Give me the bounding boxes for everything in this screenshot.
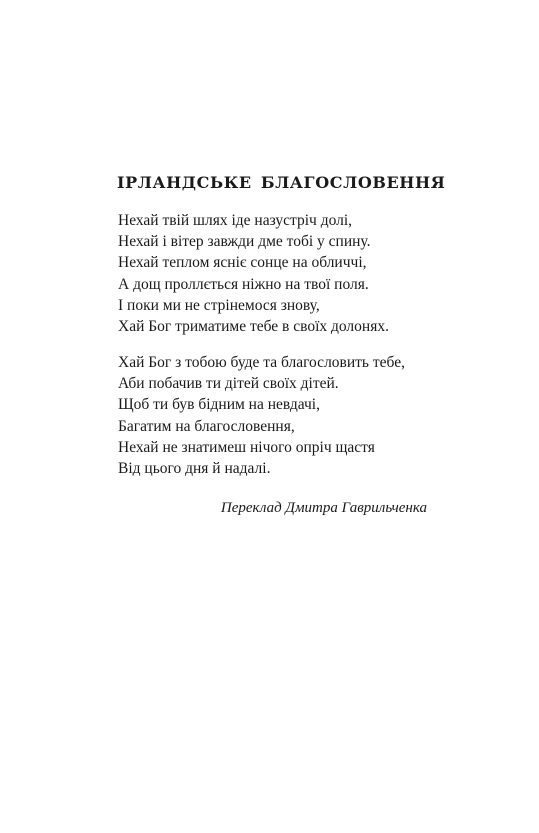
stanza-1 <box>118 210 389 337</box>
poem-line: Нехай і вітер завжди дме тобі у спину. <box>118 233 371 251</box>
poem-line: Нехай теплом яснiє сонце на обличчі, <box>118 254 367 272</box>
poem-line: Хай Бог триматиме тебе в своїх долонях. <box>118 318 389 336</box>
poem-line: Нехай не знатимеш нічого опріч щастя <box>118 438 375 456</box>
poem-line: Аби побачив ти дітей своїх дітей. <box>118 375 339 393</box>
poem-line: Щоб ти був бідним на невдачі, <box>118 396 320 414</box>
poem-line: Хай Бог з тобою буде та благословить тебе, <box>118 354 405 371</box>
poem-line: Від цього дня й надалі. <box>118 460 271 478</box>
translator-credit: Переклад Дмитра Гаврильченка <box>220 500 427 516</box>
poem-line: А дощ проллється ніжно на твої поля. <box>118 275 369 293</box>
stanza-2 <box>118 352 405 479</box>
poem-line: Нехай твій шлях іде назустріч долі, <box>118 212 353 229</box>
poem-title: ІРЛАНДСЬКЕ БЛАГОСЛОВЕННЯ <box>117 172 446 192</box>
poem-line: І поки ми не стрінемося знову, <box>118 296 320 314</box>
poem-line: Багатим на благословення, <box>118 417 295 435</box>
